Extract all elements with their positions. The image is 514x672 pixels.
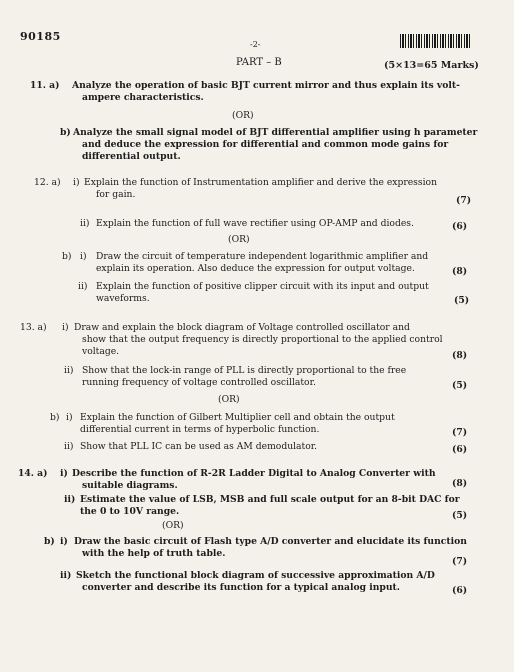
- question-text: Estimate the value of LSB, MSB and full scale output for an 8-bit DAC for: [80, 494, 460, 505]
- question-text: Draw the circuit of temperature independent logarithmic amplifier and: [96, 251, 429, 262]
- question-text: differential current in terms of hyperbolic function.: [80, 424, 320, 435]
- question-text: converter and describe its function for a typical analog input.: [82, 582, 400, 593]
- question-text: Explain the function of Gilbert Multiplier cell and obtain the output: [80, 412, 395, 423]
- marks-label: (5): [452, 510, 468, 521]
- question-text: Explain the function of full wave rectifier using OP-AMP and diodes.: [96, 218, 414, 229]
- marks-label: (6): [452, 585, 468, 596]
- marks-label: (5): [454, 295, 470, 306]
- marks-label: (7): [452, 556, 468, 567]
- question-number: b): [50, 412, 60, 423]
- marks-scheme: (5×13=65 Marks): [384, 60, 479, 71]
- marks-label: (8): [452, 350, 468, 361]
- question-text: running frequency of voltage controlled oscillator.: [82, 377, 316, 388]
- question-text: Analyze the operation of basic BJT current mirror and thus explain its volt-: [72, 80, 460, 91]
- question-number: b): [60, 127, 71, 138]
- marks-label: (8): [452, 266, 468, 277]
- or-separator: (OR): [232, 110, 254, 121]
- sub-number: i): [60, 536, 68, 547]
- question-text: voltage.: [82, 346, 120, 357]
- sub-number: ii): [64, 494, 76, 505]
- question-text: suitable diagrams.: [82, 480, 178, 491]
- question-text: waveforms.: [96, 293, 150, 304]
- question-number: b): [62, 251, 72, 262]
- question-text: Sketch the functional block diagram of successive approximation A/D: [76, 570, 435, 581]
- question-text: the 0 to 10V range.: [80, 506, 180, 517]
- part-heading: PART – B: [236, 57, 282, 68]
- marks-label: (7): [456, 195, 472, 206]
- or-separator: (OR): [218, 394, 240, 405]
- question-number: b): [44, 536, 55, 547]
- question-text: Show that the lock-in range of PLL is directly proportional to the free: [82, 365, 407, 376]
- sub-number: ii): [64, 441, 74, 452]
- question-text: explain its operation. Also deduce the expression for output voltage.: [96, 263, 415, 274]
- or-separator: (OR): [228, 234, 250, 245]
- question-text: show that the output frequency is directly proportional to the applied control: [82, 334, 443, 345]
- question-text: Describe the function of R-2R Ladder Digital to Analog Converter with: [72, 468, 436, 479]
- barcode: [400, 34, 472, 48]
- question-text: and deduce the expression for differential and common mode gains for: [82, 139, 449, 150]
- question-text: ampere characteristics.: [82, 92, 204, 103]
- question-text: with the help of truth table.: [82, 548, 226, 559]
- sub-number: i): [80, 251, 87, 262]
- question-number: 14. a): [18, 468, 48, 479]
- paper-code: 90185: [20, 30, 61, 43]
- sub-number: i): [73, 177, 80, 188]
- marks-label: (8): [452, 478, 468, 489]
- question-text: Show that PLL IC can be used as AM demodulator.: [80, 441, 318, 452]
- question-text: for gain.: [96, 189, 136, 200]
- sub-number: ii): [80, 218, 90, 229]
- question-text: differential output.: [82, 151, 181, 162]
- marks-label: (6): [452, 444, 468, 455]
- or-separator: (OR): [162, 520, 184, 531]
- marks-label: (5): [452, 380, 468, 391]
- sub-number: ii): [64, 365, 74, 376]
- sub-number: ii): [60, 570, 72, 581]
- question-text: Draw the basic circuit of Flash type A/D converter and elucidate its function: [74, 536, 467, 547]
- sub-number: i): [60, 468, 68, 479]
- sub-number: i): [66, 412, 73, 423]
- sub-number: i): [62, 322, 69, 333]
- question-text: Explain the function of Instrumentation amplifier and derive the expression: [84, 177, 437, 188]
- question-number: 13. a): [20, 322, 47, 333]
- question-text: Explain the function of positive clipper circuit with its input and output: [96, 281, 429, 292]
- marks-label: (6): [452, 221, 468, 232]
- page-number: -2-: [250, 40, 261, 49]
- question-number: 11. a): [30, 80, 60, 91]
- question-number: 12. a): [34, 177, 61, 188]
- sub-number: ii): [78, 281, 88, 292]
- question-text: Draw and explain the block diagram of Voltage controlled oscillator and: [74, 322, 410, 333]
- question-text: Analyze the small signal model of BJT differential amplifier using h parameter: [73, 127, 478, 138]
- marks-label: (7): [452, 427, 468, 438]
